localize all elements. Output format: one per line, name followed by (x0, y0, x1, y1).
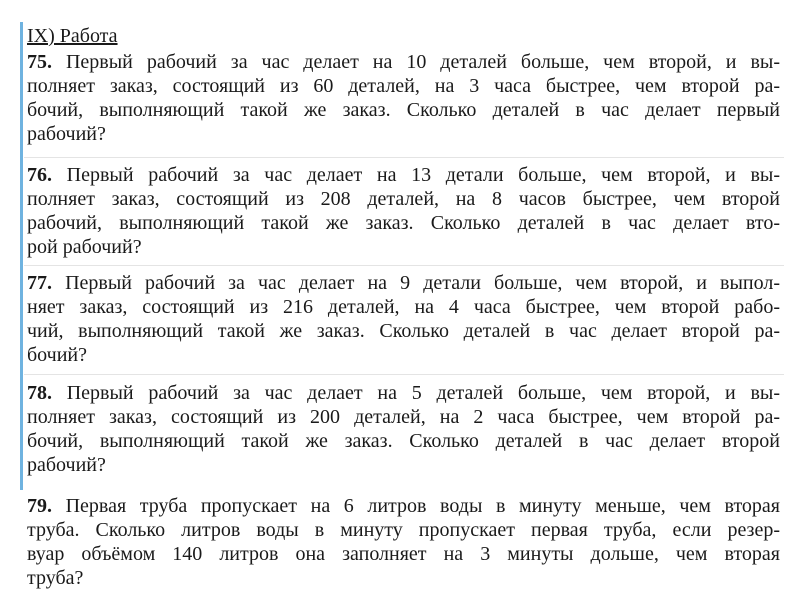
text-line: рабочий, выполняющий такой же заказ. Сколько деталей в час делает вто- (27, 212, 780, 234)
text-line: чий, выполняющий такой же заказ. Сколько деталей в час делает второй ра- (27, 320, 780, 342)
text-line: труба. Сколько литров воды в минуту пропускает первая труба, если резер- (27, 519, 780, 541)
text-line: труба? (27, 567, 84, 589)
problem-number: 79. (27, 495, 52, 517)
problem-76 (27, 163, 780, 259)
text-line: бочий, выполняющий такой же заказ. Сколько деталей в час делает первый (27, 99, 780, 121)
text-line: Первый рабочий за час делает на 5 деталей больше, чем второй, и вы- (66, 382, 780, 404)
problem-75 (27, 50, 780, 146)
problem-79 (27, 494, 780, 590)
text-line: Первый рабочий за час делает на 13 детали больше, чем второй, и вы- (66, 164, 780, 186)
divider (24, 265, 784, 266)
text-line: Первая труба пропускает на 6 литров воды в минуту меньше, чем вторая (65, 495, 781, 517)
text-line: рабочий? (27, 123, 106, 145)
problem-78 (27, 381, 780, 477)
section-title: IX) Работа (27, 25, 118, 47)
text-line: полняет заказ, состоящий из 60 деталей, на 3 часа быстрее, чем второй ра- (27, 75, 780, 97)
section-accent-bar (20, 22, 23, 490)
text-line: рабочий? (27, 454, 106, 476)
problem-number: 75. (27, 51, 52, 73)
divider (24, 374, 784, 375)
text-line: полняет заказ, состоящий из 200 деталей, на 2 часа быстрее, чем второй ра- (27, 406, 780, 428)
problem-number: 78. (27, 382, 52, 404)
text-line: бочий? (27, 344, 87, 366)
text-line: полняет заказ, состоящий из 208 деталей, на 8 часов быстрее, чем второй (27, 188, 780, 210)
text-line: рой рабочий? (27, 236, 142, 258)
problem-number: 76. (27, 164, 52, 186)
text-line: няет заказ, состоящий из 216 деталей, на 4 часа быстрее, чем второй рабо- (27, 296, 780, 318)
text-line: Первый рабочий за час делает на 9 детали больше, чем второй, и выпол- (65, 272, 781, 294)
problem-number: 77. (27, 272, 52, 294)
divider (24, 157, 784, 158)
text-line: бочий, выполняющий такой же заказ. Сколько деталей в час делает второй (27, 430, 780, 452)
text-line: вуар объёмом 140 литров она заполняет на 3 минуты дольше, чем вторая (27, 543, 780, 565)
problem-77 (27, 271, 780, 367)
text-line: Первый рабочий за час делает на 10 деталей больше, чем второй, и вы- (65, 51, 780, 73)
